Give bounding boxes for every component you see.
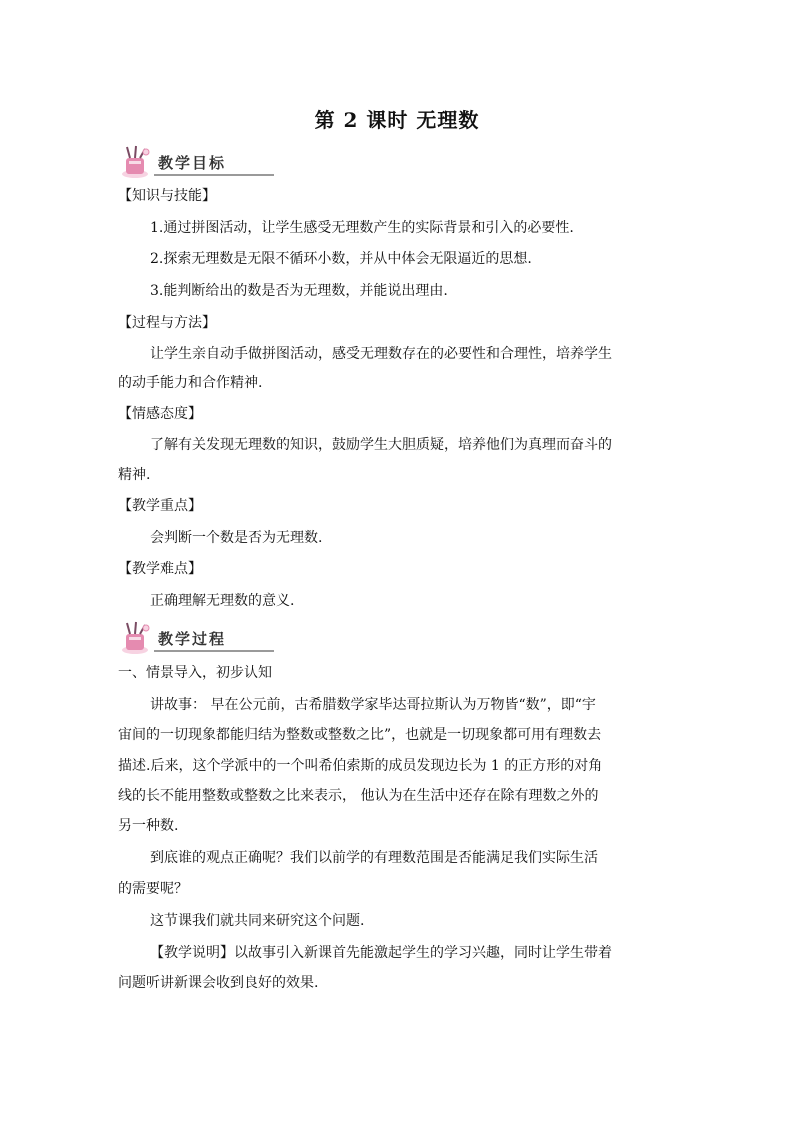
section-divider xyxy=(154,650,274,652)
section-banner-teaching-process xyxy=(118,620,278,656)
knowledge-item: 1.通过拼图活动，让学生感受无理数产生的实际背景和引入的必要性. xyxy=(150,220,574,236)
heading-intro: 一、情景导入，初步认知 xyxy=(118,665,272,681)
paragraph-line: 这节课我们就共同来研究这个问题. xyxy=(150,913,365,929)
paragraph-line: 另一种数. xyxy=(118,818,179,834)
section-banner-label: 教学过程 xyxy=(158,630,227,648)
paragraph-line: 会判断一个数是否为无理数. xyxy=(150,530,323,546)
paragraph-line: 了解有关发现无理数的知识，鼓励学生大胆质疑，培养他们为真理而奋斗的 xyxy=(150,437,612,453)
knowledge-item: 3.能判断给出的数是否为无理数，并能说出理由. xyxy=(150,283,448,299)
paragraph-line: 精神. xyxy=(118,467,151,483)
paragraph-line: 让学生亲自动手做拼图活动，感受无理数存在的必要性和合理性，培养学生 xyxy=(150,346,612,362)
paragraph-line: 描述.后来，这个学派中的一个叫希伯索斯的成员发现边长为 1 的正方形的对角 xyxy=(118,758,603,774)
heading-knowledge-skills: 【知识与技能】 xyxy=(118,188,216,204)
pencil-cup-icon xyxy=(118,620,154,656)
paragraph-line: 正确理解无理数的意义. xyxy=(150,593,295,609)
teaching-note-line: 【教学说明】以故事引入新课首先能激起学生的学习兴趣，同时让学生带着 xyxy=(150,945,612,961)
heading-attitude: 【情感态度】 xyxy=(118,406,202,422)
paragraph-line: 讲故事： 早在公元前，古希腊数学家毕达哥拉斯认为万物皆“数”，即“宇 xyxy=(150,697,596,713)
teaching-note-line: 问题听讲新课会收到良好的效果. xyxy=(118,975,319,991)
paragraph-line: 到底谁的观点正确呢？我们以前学的有理数范围是否能满足我们实际生活 xyxy=(150,850,598,866)
paragraph-line: 线的长不能用整数或整数之比来表示， 他认为在生活中还存在除有理数之外的 xyxy=(118,788,599,804)
section-banner-teaching-goals xyxy=(118,144,278,180)
section-divider xyxy=(154,174,274,176)
page-title: 第 2 课时 无理数 xyxy=(314,108,480,132)
section-banner-label: 教学目标 xyxy=(158,154,227,172)
heading-process-method: 【过程与方法】 xyxy=(118,315,216,331)
knowledge-item: 2.探索无理数是无限不循环小数，并从中体会无限逼近的思想. xyxy=(150,251,532,267)
heading-difficulty: 【教学难点】 xyxy=(118,561,202,577)
paragraph-line: 的动手能力和合作精神. xyxy=(118,375,263,391)
heading-key-point: 【教学重点】 xyxy=(118,498,202,514)
paragraph-line: 宙间的一切现象都能归结为整数或整数之比”，也就是一切现象都可用有理数去 xyxy=(118,727,602,743)
paragraph-line: 的需要呢？ xyxy=(118,881,188,897)
pencil-cup-icon xyxy=(118,144,154,180)
